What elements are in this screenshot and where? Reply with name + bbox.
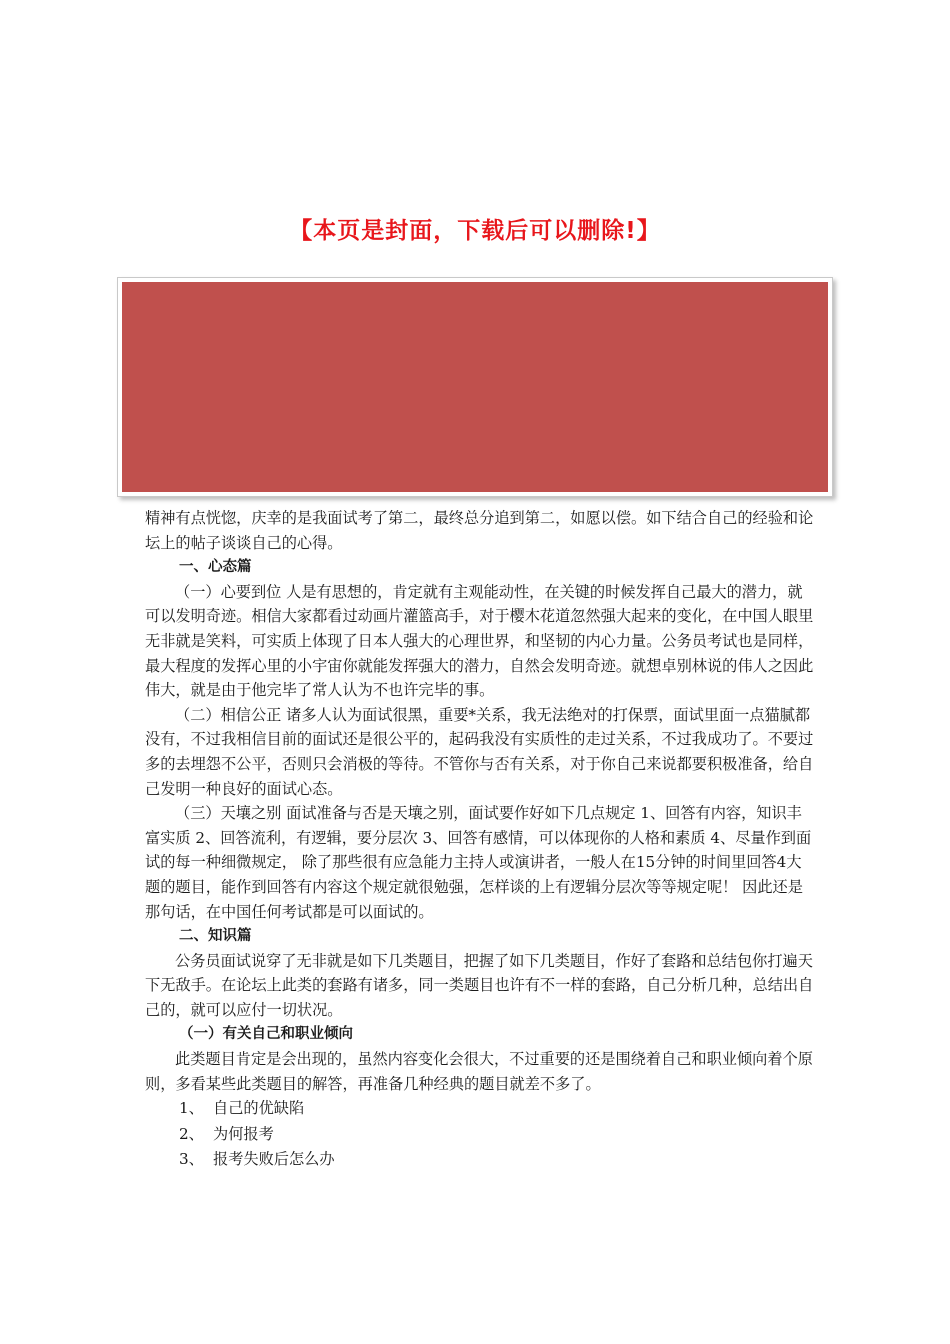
paragraph: （二）相信公正 诸多人认为面试很黑，重要*关系，我无法绝对的打保票，面试里面一点猫腻都没有，不过我相信目前的面试还是很公平的，起码我没有实质性的走过关系，不过我成功了。不要过多的去埋怨不公平，否则只会消极的等待。不管你与否有关系，对于你自己来说都要积极准备，给自己发明一种良好的面试心态。 bbox=[145, 705, 814, 798]
list-item-number: 3、 bbox=[179, 1150, 204, 1169]
paragraph: 公务员面试说穿了无非就是如下几类题目，把握了如下几类题目，作好了套路和总结包你打遍天下无敌手。在论坛上此类的套路有诸多，同一类题目也许有不一样的套路，自己分析几种，总结出自己的，就可以应付一切状况。 bbox=[145, 951, 814, 1019]
paragraph: （一）心要到位 人是有思想的，肯定就有主观能动性，在关键的时候发挥自己最大的潜力，就可以发明奇迹。相信大家都看过动画片灌篮高手，对于樱木花道忽然强大起来的变化，在中国人眼里无非就是笑料，可实质上体现了日本人强大的心理世界，和坚韧的内心力量。公务员考试也是同样，最大程度的发挥心里的小宇宙你就能发挥强大的潜力，自然会发明奇迹。就想卓别林说的伟人之因此伟大，就是由于他完毕了常人认为不也许完毕的事。 bbox=[145, 582, 814, 700]
list-item-text: 为何报考 bbox=[213, 1124, 274, 1143]
intro-paragraph: 精神有点恍惚，庆幸的是我面试考了第二，最终总分追到第二，如愿以偿。如下结合自己的经验和论坛上的帖子谈谈自己的心得。 bbox=[145, 509, 814, 552]
list-item-number: 2、 bbox=[179, 1124, 204, 1143]
list-item-number: 1、 bbox=[179, 1099, 204, 1118]
list-item-text: 自己的优缺陷 bbox=[213, 1099, 305, 1118]
subsection-heading: （一）有关自己和职业倾向 bbox=[179, 1026, 353, 1043]
list-item bbox=[145, 1122, 815, 1148]
document-body bbox=[145, 506, 815, 1173]
section-heading-knowledge: 二、知识篇 bbox=[179, 928, 252, 945]
list-item bbox=[145, 1096, 815, 1122]
cover-color-block bbox=[122, 282, 828, 492]
paragraph: （三）天壤之别 面试准备与否是天壤之别，面试要作好如下几点规定 1、回答有内容，知识丰富实质 2、回答流利，有逻辑，要分层次 3、回答有感情，可以体现你的人格和素质 4、尽量作到面试的每一种细微规定， 除了那些很有应急能力主持人或演讲者，一般人在15分钟的时间里回答4大题的题目，能作到回答有内容这个规定就很勉强，怎样谈的上有逻辑分层次等等规定呢！ 因此还是那句话，在中国任何考试都是可以面试的。 bbox=[145, 804, 812, 921]
paragraph: 此类题目肯定是会出现的，虽然内容变化会很大，不过重要的还是围绕着自己和职业倾向着个原则，多看某些此类题目的解答，再准备几种经典的题目就差不多了。 bbox=[145, 1050, 813, 1093]
section-heading-mindset: 一、心态篇 bbox=[179, 559, 252, 576]
cover-image-frame bbox=[117, 277, 833, 497]
list-item-text: 报考失败后怎么办 bbox=[213, 1150, 335, 1169]
cover-title: 【本页是封面，下载后可以删除!】 bbox=[289, 218, 661, 244]
list-item bbox=[145, 1147, 815, 1173]
